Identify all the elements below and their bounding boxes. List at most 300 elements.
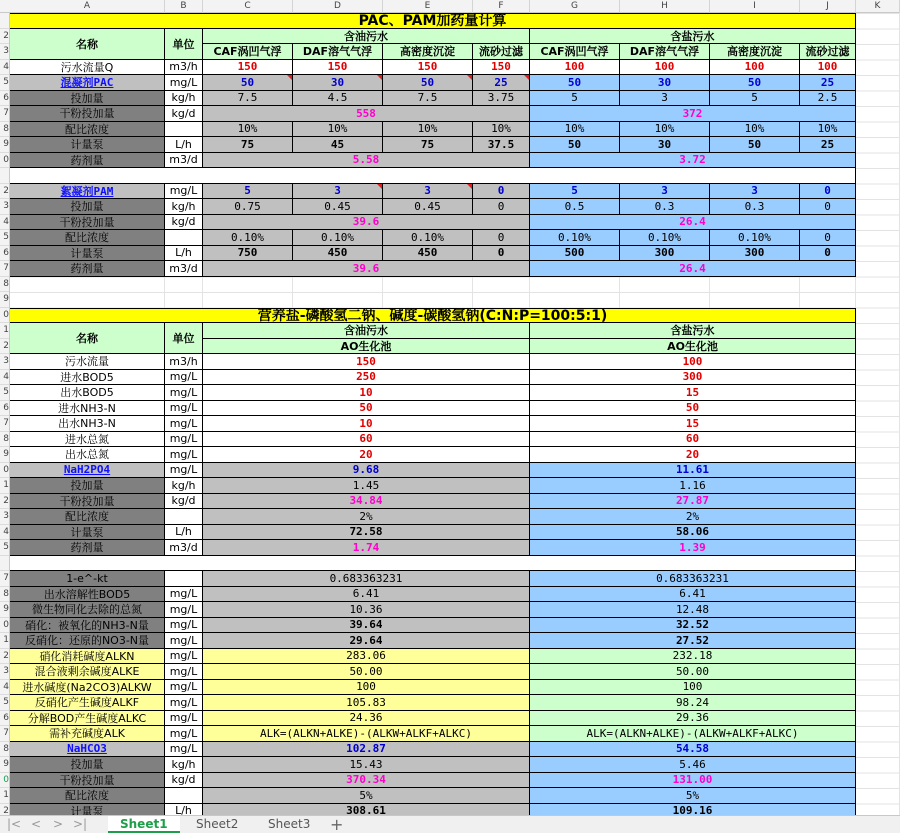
blank-row[interactable]: [10, 168, 856, 184]
row-label[interactable]: 计量泵: [10, 804, 165, 816]
row-unit[interactable]: mg/L: [165, 711, 203, 727]
value-cell[interactable]: 3: [710, 184, 800, 200]
row-unit[interactable]: kg/d: [165, 106, 203, 122]
row-header[interactable]: 5: [0, 230, 10, 246]
value-cell[interactable]: 75: [203, 137, 293, 153]
value-cell[interactable]: 26.4: [530, 261, 856, 277]
row-label[interactable]: 投加量: [10, 757, 165, 773]
row-label[interactable]: 出水BOD5: [10, 385, 165, 401]
row-label[interactable]: 配比浓度: [10, 230, 165, 246]
row-unit[interactable]: mg/L: [165, 432, 203, 448]
value-cell[interactable]: 5: [530, 91, 620, 107]
row-label[interactable]: 药剂量: [10, 153, 165, 169]
value-cell[interactable]: 24.36: [203, 711, 530, 727]
value-cell[interactable]: 450: [383, 246, 473, 262]
row-unit[interactable]: mg/L: [165, 649, 203, 665]
value-cell[interactable]: 9.68: [203, 463, 530, 479]
value-cell[interactable]: 12.48: [530, 602, 856, 618]
value-cell[interactable]: 558: [203, 106, 530, 122]
row-unit[interactable]: [165, 788, 203, 804]
column-header-i[interactable]: I: [710, 0, 800, 13]
column-header-b[interactable]: B: [165, 0, 203, 13]
row-header[interactable]: 6: [0, 711, 10, 727]
row-header[interactable]: 1: [0, 478, 10, 494]
row-unit[interactable]: mg/L: [165, 587, 203, 603]
row-header[interactable]: 2: [0, 804, 10, 816]
row-header[interactable]: 8: [0, 587, 10, 603]
row-unit[interactable]: mg/L: [165, 370, 203, 386]
value-cell[interactable]: 1.74: [203, 540, 530, 556]
row-header[interactable]: 2: [0, 494, 10, 510]
column-header-k[interactable]: K: [856, 0, 900, 13]
row-unit[interactable]: mg/L: [165, 401, 203, 417]
row-header[interactable]: 3: [0, 354, 10, 370]
row-label[interactable]: 污水流量: [10, 354, 165, 370]
row-unit[interactable]: mg/L: [165, 742, 203, 758]
value-cell[interactable]: 0.10%: [383, 230, 473, 246]
value-cell[interactable]: 3: [620, 91, 710, 107]
row-unit[interactable]: [165, 230, 203, 246]
row-header[interactable]: 8: [0, 122, 10, 138]
row-unit[interactable]: m3/h: [165, 354, 203, 370]
table-title[interactable]: 营养盐-磷酸氢二钠、碱度-碳酸氢钠(C:N:P=100:5:1): [10, 308, 856, 324]
row-label[interactable]: 进水碱度(Na2CO3)ALKW: [10, 680, 165, 696]
row-label[interactable]: 进水NH3-N: [10, 401, 165, 417]
row-unit[interactable]: m3/d: [165, 153, 203, 169]
row-label[interactable]: 进水BOD5: [10, 370, 165, 386]
row-unit[interactable]: kg/h: [165, 91, 203, 107]
value-cell[interactable]: 20: [530, 447, 856, 463]
value-cell[interactable]: 25: [800, 75, 856, 91]
value-cell[interactable]: 100: [710, 60, 800, 76]
value-cell[interactable]: 26.4: [530, 215, 856, 231]
value-cell[interactable]: 50: [710, 75, 800, 91]
value-cell[interactable]: 0: [800, 246, 856, 262]
value-cell[interactable]: 0.3: [620, 199, 710, 215]
row-unit[interactable]: mg/L: [165, 385, 203, 401]
header-oily[interactable]: 含油污水: [203, 29, 530, 45]
row-unit[interactable]: kg/h: [165, 757, 203, 773]
value-cell[interactable]: ALK=(ALKN+ALKE)-(ALKW+ALKF+ALKC): [530, 726, 856, 742]
header-unit[interactable]: 单位: [165, 323, 203, 354]
value-cell[interactable]: 5: [710, 91, 800, 107]
value-cell[interactable]: 10%: [293, 122, 383, 138]
value-cell[interactable]: 72.58: [203, 525, 530, 541]
row-header[interactable]: 7: [0, 416, 10, 432]
row-header[interactable]: 7: [0, 571, 10, 587]
value-cell[interactable]: 250: [203, 370, 530, 386]
value-cell[interactable]: 15.43: [203, 757, 530, 773]
value-cell[interactable]: 100: [530, 354, 856, 370]
value-cell[interactable]: 0: [473, 199, 530, 215]
row-header[interactable]: 1: [0, 323, 10, 339]
row-header[interactable]: 4: [0, 60, 10, 76]
row-unit[interactable]: L/h: [165, 137, 203, 153]
row-label[interactable]: NaHCO3: [10, 742, 165, 758]
table-title[interactable]: PAC、PAM加药量计算: [10, 13, 856, 29]
value-cell[interactable]: 300: [530, 370, 856, 386]
prev-sheet-icon[interactable]: <: [30, 817, 42, 831]
row-label[interactable]: 微生物同化去除的总氮: [10, 602, 165, 618]
value-cell[interactable]: 2%: [203, 509, 530, 525]
row-label[interactable]: 干粉投加量: [10, 215, 165, 231]
value-cell[interactable]: ALK=(ALKN+ALKE)-(ALKW+ALKF+ALKC): [203, 726, 530, 742]
header-process[interactable]: 流砂过滤: [473, 44, 530, 60]
row-header[interactable]: 3: [0, 509, 10, 525]
value-cell[interactable]: 15: [530, 385, 856, 401]
row-header[interactable]: 4: [0, 215, 10, 231]
value-cell[interactable]: 308.61: [203, 804, 530, 816]
row-label[interactable]: 干粉投加量: [10, 494, 165, 510]
value-cell[interactable]: 60: [530, 432, 856, 448]
header-process[interactable]: DAF溶气气浮: [620, 44, 710, 60]
row-header[interactable]: 9: [0, 292, 10, 308]
row-label[interactable]: 絮凝剂PAM: [10, 184, 165, 200]
value-cell[interactable]: 20: [203, 447, 530, 463]
column-header-c[interactable]: C: [203, 0, 293, 13]
row-label[interactable]: 分解BOD产生碱度ALKC: [10, 711, 165, 727]
row-unit[interactable]: mg/L: [165, 447, 203, 463]
add-sheet-button[interactable]: +: [330, 815, 344, 833]
row-header[interactable]: 5: [0, 75, 10, 91]
row-label[interactable]: 污水流量Q: [10, 60, 165, 76]
value-cell[interactable]: 50: [203, 75, 293, 91]
row-label[interactable]: 硝化：被氧化的NH3-N量: [10, 618, 165, 634]
row-unit[interactable]: L/h: [165, 525, 203, 541]
value-cell[interactable]: 232.18: [530, 649, 856, 665]
value-cell[interactable]: 3: [293, 184, 383, 200]
value-cell[interactable]: 10: [203, 385, 530, 401]
row-label[interactable]: 计量泵: [10, 525, 165, 541]
value-cell[interactable]: 0.3: [710, 199, 800, 215]
value-cell[interactable]: 5%: [530, 788, 856, 804]
value-cell[interactable]: 60: [203, 432, 530, 448]
value-cell[interactable]: 29.64: [203, 633, 530, 649]
value-cell[interactable]: 5: [530, 184, 620, 200]
row-unit[interactable]: [165, 571, 203, 587]
tab-sheet3[interactable]: Sheet3: [268, 817, 311, 831]
value-cell[interactable]: 300: [710, 246, 800, 262]
value-cell[interactable]: 10%: [473, 122, 530, 138]
header-process[interactable]: CAF涡凹气浮: [530, 44, 620, 60]
row-header[interactable]: 7: [0, 726, 10, 742]
value-cell[interactable]: 50.00: [530, 664, 856, 680]
value-cell[interactable]: 500: [530, 246, 620, 262]
row-header[interactable]: 0: [0, 308, 10, 324]
column-header-f[interactable]: F: [473, 0, 530, 13]
header-saline[interactable]: 含盐污水: [530, 29, 856, 45]
value-cell[interactable]: 0: [473, 184, 530, 200]
header-process[interactable]: AO生化池: [530, 339, 856, 355]
row-unit[interactable]: kg/d: [165, 215, 203, 231]
value-cell[interactable]: 0.10%: [530, 230, 620, 246]
row-header[interactable]: [0, 556, 10, 572]
value-cell[interactable]: 39.6: [203, 215, 530, 231]
row-label[interactable]: 混合液剩余碱度ALKE: [10, 664, 165, 680]
value-cell[interactable]: 7.5: [383, 91, 473, 107]
row-header[interactable]: 3: [0, 44, 10, 60]
row-label[interactable]: 进水总氮: [10, 432, 165, 448]
row-header[interactable]: 2: [0, 649, 10, 665]
value-cell[interactable]: 0.683363231: [530, 571, 856, 587]
value-cell[interactable]: 0.75: [203, 199, 293, 215]
row-label[interactable]: 药剂量: [10, 261, 165, 277]
row-unit[interactable]: kg/d: [165, 494, 203, 510]
row-header[interactable]: 4: [0, 370, 10, 386]
row-header[interactable]: 4: [0, 680, 10, 696]
tab-sheet2[interactable]: Sheet2: [196, 817, 239, 831]
value-cell[interactable]: 10%: [620, 122, 710, 138]
row-label[interactable]: 硝化消耗碱度ALKN: [10, 649, 165, 665]
value-cell[interactable]: 150: [293, 60, 383, 76]
value-cell[interactable]: 30: [620, 137, 710, 153]
value-cell[interactable]: 50: [203, 401, 530, 417]
row-header[interactable]: 0: [0, 773, 10, 789]
value-cell[interactable]: 100: [620, 60, 710, 76]
row-header[interactable]: 4: [0, 525, 10, 541]
value-cell[interactable]: 1.16: [530, 478, 856, 494]
row-header[interactable]: [0, 168, 10, 184]
row-label[interactable]: 反硝化：还原的NO3-N量: [10, 633, 165, 649]
value-cell[interactable]: 54.58: [530, 742, 856, 758]
value-cell[interactable]: 45: [293, 137, 383, 153]
row-header[interactable]: 0: [0, 153, 10, 169]
value-cell[interactable]: 7.5: [203, 91, 293, 107]
row-label[interactable]: 配比浓度: [10, 122, 165, 138]
row-unit[interactable]: mg/L: [165, 416, 203, 432]
row-header[interactable]: 7: [0, 261, 10, 277]
row-unit[interactable]: mg/L: [165, 695, 203, 711]
header-process[interactable]: 流砂过滤: [800, 44, 856, 60]
last-sheet-icon[interactable]: >|: [72, 817, 88, 831]
row-label[interactable]: 出水溶解性BOD5: [10, 587, 165, 603]
value-cell[interactable]: 105.83: [203, 695, 530, 711]
row-header[interactable]: 5: [0, 540, 10, 556]
value-cell[interactable]: 100: [530, 680, 856, 696]
value-cell[interactable]: 0.45: [293, 199, 383, 215]
value-cell[interactable]: 300: [620, 246, 710, 262]
value-cell[interactable]: 5.46: [530, 757, 856, 773]
blank-row[interactable]: [10, 556, 856, 572]
value-cell[interactable]: 2.5: [800, 91, 856, 107]
value-cell[interactable]: 0.10%: [620, 230, 710, 246]
value-cell[interactable]: 37.5: [473, 137, 530, 153]
row-header[interactable]: 8: [0, 277, 10, 293]
row-header[interactable]: 2: [0, 184, 10, 200]
header-saline[interactable]: 含盐污水: [530, 323, 856, 339]
value-cell[interactable]: 370.34: [203, 773, 530, 789]
value-cell[interactable]: 283.06: [203, 649, 530, 665]
header-process[interactable]: AO生化池: [203, 339, 530, 355]
value-cell[interactable]: 1.39: [530, 540, 856, 556]
header-process[interactable]: DAF溶气气浮: [293, 44, 383, 60]
header-process[interactable]: CAF涡凹气浮: [203, 44, 293, 60]
value-cell[interactable]: 0: [800, 199, 856, 215]
value-cell[interactable]: 6.41: [203, 587, 530, 603]
value-cell[interactable]: 3: [620, 184, 710, 200]
row-label[interactable]: 1-e^-kt: [10, 571, 165, 587]
row-header[interactable]: 2: [0, 29, 10, 45]
value-cell[interactable]: 50: [530, 401, 856, 417]
row-unit[interactable]: kg/h: [165, 478, 203, 494]
value-cell[interactable]: 10%: [530, 122, 620, 138]
row-unit[interactable]: mg/L: [165, 618, 203, 634]
value-cell[interactable]: 0.5: [530, 199, 620, 215]
row-header[interactable]: 0: [0, 463, 10, 479]
value-cell[interactable]: 58.06: [530, 525, 856, 541]
row-header[interactable]: 0: [0, 618, 10, 634]
value-cell[interactable]: 32.52: [530, 618, 856, 634]
row-header[interactable]: 8: [0, 432, 10, 448]
row-label[interactable]: 混凝剂PAC: [10, 75, 165, 91]
value-cell[interactable]: 150: [383, 60, 473, 76]
value-cell[interactable]: 3.75: [473, 91, 530, 107]
value-cell[interactable]: 750: [203, 246, 293, 262]
value-cell[interactable]: 6.41: [530, 587, 856, 603]
header-process[interactable]: 高密度沉淀: [710, 44, 800, 60]
value-cell[interactable]: 11.61: [530, 463, 856, 479]
row-label[interactable]: 出水总氮: [10, 447, 165, 463]
value-cell[interactable]: 100: [800, 60, 856, 76]
value-cell[interactable]: 0: [800, 184, 856, 200]
row-unit[interactable]: m3/d: [165, 540, 203, 556]
column-header-a[interactable]: A: [10, 0, 165, 13]
row-label[interactable]: 需补充碱度ALK: [10, 726, 165, 742]
row-label[interactable]: 出水NH3-N: [10, 416, 165, 432]
header-process[interactable]: 高密度沉淀: [383, 44, 473, 60]
row-unit[interactable]: m3/h: [165, 60, 203, 76]
header-oily[interactable]: 含油污水: [203, 323, 530, 339]
row-header[interactable]: 9: [0, 757, 10, 773]
value-cell[interactable]: 29.36: [530, 711, 856, 727]
row-unit[interactable]: [165, 509, 203, 525]
column-header-d[interactable]: D: [293, 0, 383, 13]
value-cell[interactable]: 0: [800, 230, 856, 246]
tab-sheet1[interactable]: Sheet1: [108, 816, 180, 833]
row-header[interactable]: 6: [0, 91, 10, 107]
row-label[interactable]: 计量泵: [10, 246, 165, 262]
row-header[interactable]: 3: [0, 199, 10, 215]
row-header[interactable]: 6: [0, 246, 10, 262]
value-cell[interactable]: 2%: [530, 509, 856, 525]
value-cell[interactable]: 39.64: [203, 618, 530, 634]
row-label[interactable]: 投加量: [10, 478, 165, 494]
row-label[interactable]: 配比浓度: [10, 509, 165, 525]
row-header[interactable]: 9: [0, 447, 10, 463]
row-header[interactable]: 3: [0, 664, 10, 680]
value-cell[interactable]: 27.52: [530, 633, 856, 649]
value-cell[interactable]: 3.72: [530, 153, 856, 169]
value-cell[interactable]: 109.16: [530, 804, 856, 816]
column-header-h[interactable]: H: [620, 0, 710, 13]
row-unit[interactable]: kg/d: [165, 773, 203, 789]
row-header[interactable]: 6: [0, 401, 10, 417]
value-cell[interactable]: 102.87: [203, 742, 530, 758]
next-sheet-icon[interactable]: >: [52, 817, 64, 831]
value-cell[interactable]: 150: [203, 60, 293, 76]
header-name[interactable]: 名称: [10, 323, 165, 354]
column-header-j[interactable]: J: [800, 0, 856, 13]
value-cell[interactable]: 10%: [383, 122, 473, 138]
row-unit[interactable]: L/h: [165, 804, 203, 816]
row-header[interactable]: 1: [0, 633, 10, 649]
row-label[interactable]: 配比浓度: [10, 788, 165, 804]
value-cell[interactable]: 0: [473, 230, 530, 246]
row-header[interactable]: 1: [0, 788, 10, 804]
row-header[interactable]: 2: [0, 339, 10, 355]
row-label[interactable]: 干粉投加量: [10, 773, 165, 789]
row-unit[interactable]: L/h: [165, 246, 203, 262]
value-cell[interactable]: 15: [530, 416, 856, 432]
row-header[interactable]: [0, 13, 10, 29]
value-cell[interactable]: 39.6: [203, 261, 530, 277]
row-unit[interactable]: mg/L: [165, 75, 203, 91]
value-cell[interactable]: 0.10%: [293, 230, 383, 246]
value-cell[interactable]: 3: [383, 184, 473, 200]
value-cell[interactable]: 5.58: [203, 153, 530, 169]
value-cell[interactable]: 50: [710, 137, 800, 153]
row-unit[interactable]: mg/L: [165, 463, 203, 479]
row-unit[interactable]: mg/L: [165, 726, 203, 742]
row-unit[interactable]: mg/L: [165, 664, 203, 680]
value-cell[interactable]: 50: [530, 137, 620, 153]
value-cell[interactable]: 5: [203, 184, 293, 200]
value-cell[interactable]: 27.87: [530, 494, 856, 510]
row-unit[interactable]: mg/L: [165, 680, 203, 696]
value-cell[interactable]: 150: [203, 354, 530, 370]
value-cell[interactable]: 30: [620, 75, 710, 91]
value-cell[interactable]: 131.00: [530, 773, 856, 789]
row-label[interactable]: 干粉投加量: [10, 106, 165, 122]
row-header[interactable]: 7: [0, 106, 10, 122]
value-cell[interactable]: 10%: [800, 122, 856, 138]
row-label[interactable]: 药剂量: [10, 540, 165, 556]
value-cell[interactable]: 10.36: [203, 602, 530, 618]
row-label[interactable]: NaH2PO4: [10, 463, 165, 479]
row-unit[interactable]: mg/L: [165, 184, 203, 200]
column-header-g[interactable]: G: [530, 0, 620, 13]
header-name[interactable]: 名称: [10, 29, 165, 60]
value-cell[interactable]: 0.10%: [203, 230, 293, 246]
value-cell[interactable]: 0.10%: [710, 230, 800, 246]
first-sheet-icon[interactable]: |<: [6, 817, 22, 831]
value-cell[interactable]: 5%: [203, 788, 530, 804]
row-header[interactable]: 9: [0, 137, 10, 153]
row-label[interactable]: 投加量: [10, 91, 165, 107]
header-unit[interactable]: 单位: [165, 29, 203, 60]
value-cell[interactable]: 50: [530, 75, 620, 91]
value-cell[interactable]: 75: [383, 137, 473, 153]
value-cell[interactable]: 100: [203, 680, 530, 696]
value-cell[interactable]: 30: [293, 75, 383, 91]
value-cell[interactable]: 50.00: [203, 664, 530, 680]
value-cell[interactable]: 34.84: [203, 494, 530, 510]
value-cell[interactable]: 0.45: [383, 199, 473, 215]
value-cell[interactable]: 0: [473, 246, 530, 262]
row-unit[interactable]: m3/d: [165, 261, 203, 277]
value-cell[interactable]: 4.5: [293, 91, 383, 107]
value-cell[interactable]: 50: [383, 75, 473, 91]
value-cell[interactable]: 150: [473, 60, 530, 76]
value-cell[interactable]: 100: [530, 60, 620, 76]
value-cell[interactable]: 372: [530, 106, 856, 122]
row-label[interactable]: 投加量: [10, 199, 165, 215]
value-cell[interactable]: 1.45: [203, 478, 530, 494]
row-header[interactable]: 9: [0, 602, 10, 618]
row-header[interactable]: 8: [0, 742, 10, 758]
row-label[interactable]: 反硝化产生碱度ALKF: [10, 695, 165, 711]
row-unit[interactable]: kg/h: [165, 199, 203, 215]
